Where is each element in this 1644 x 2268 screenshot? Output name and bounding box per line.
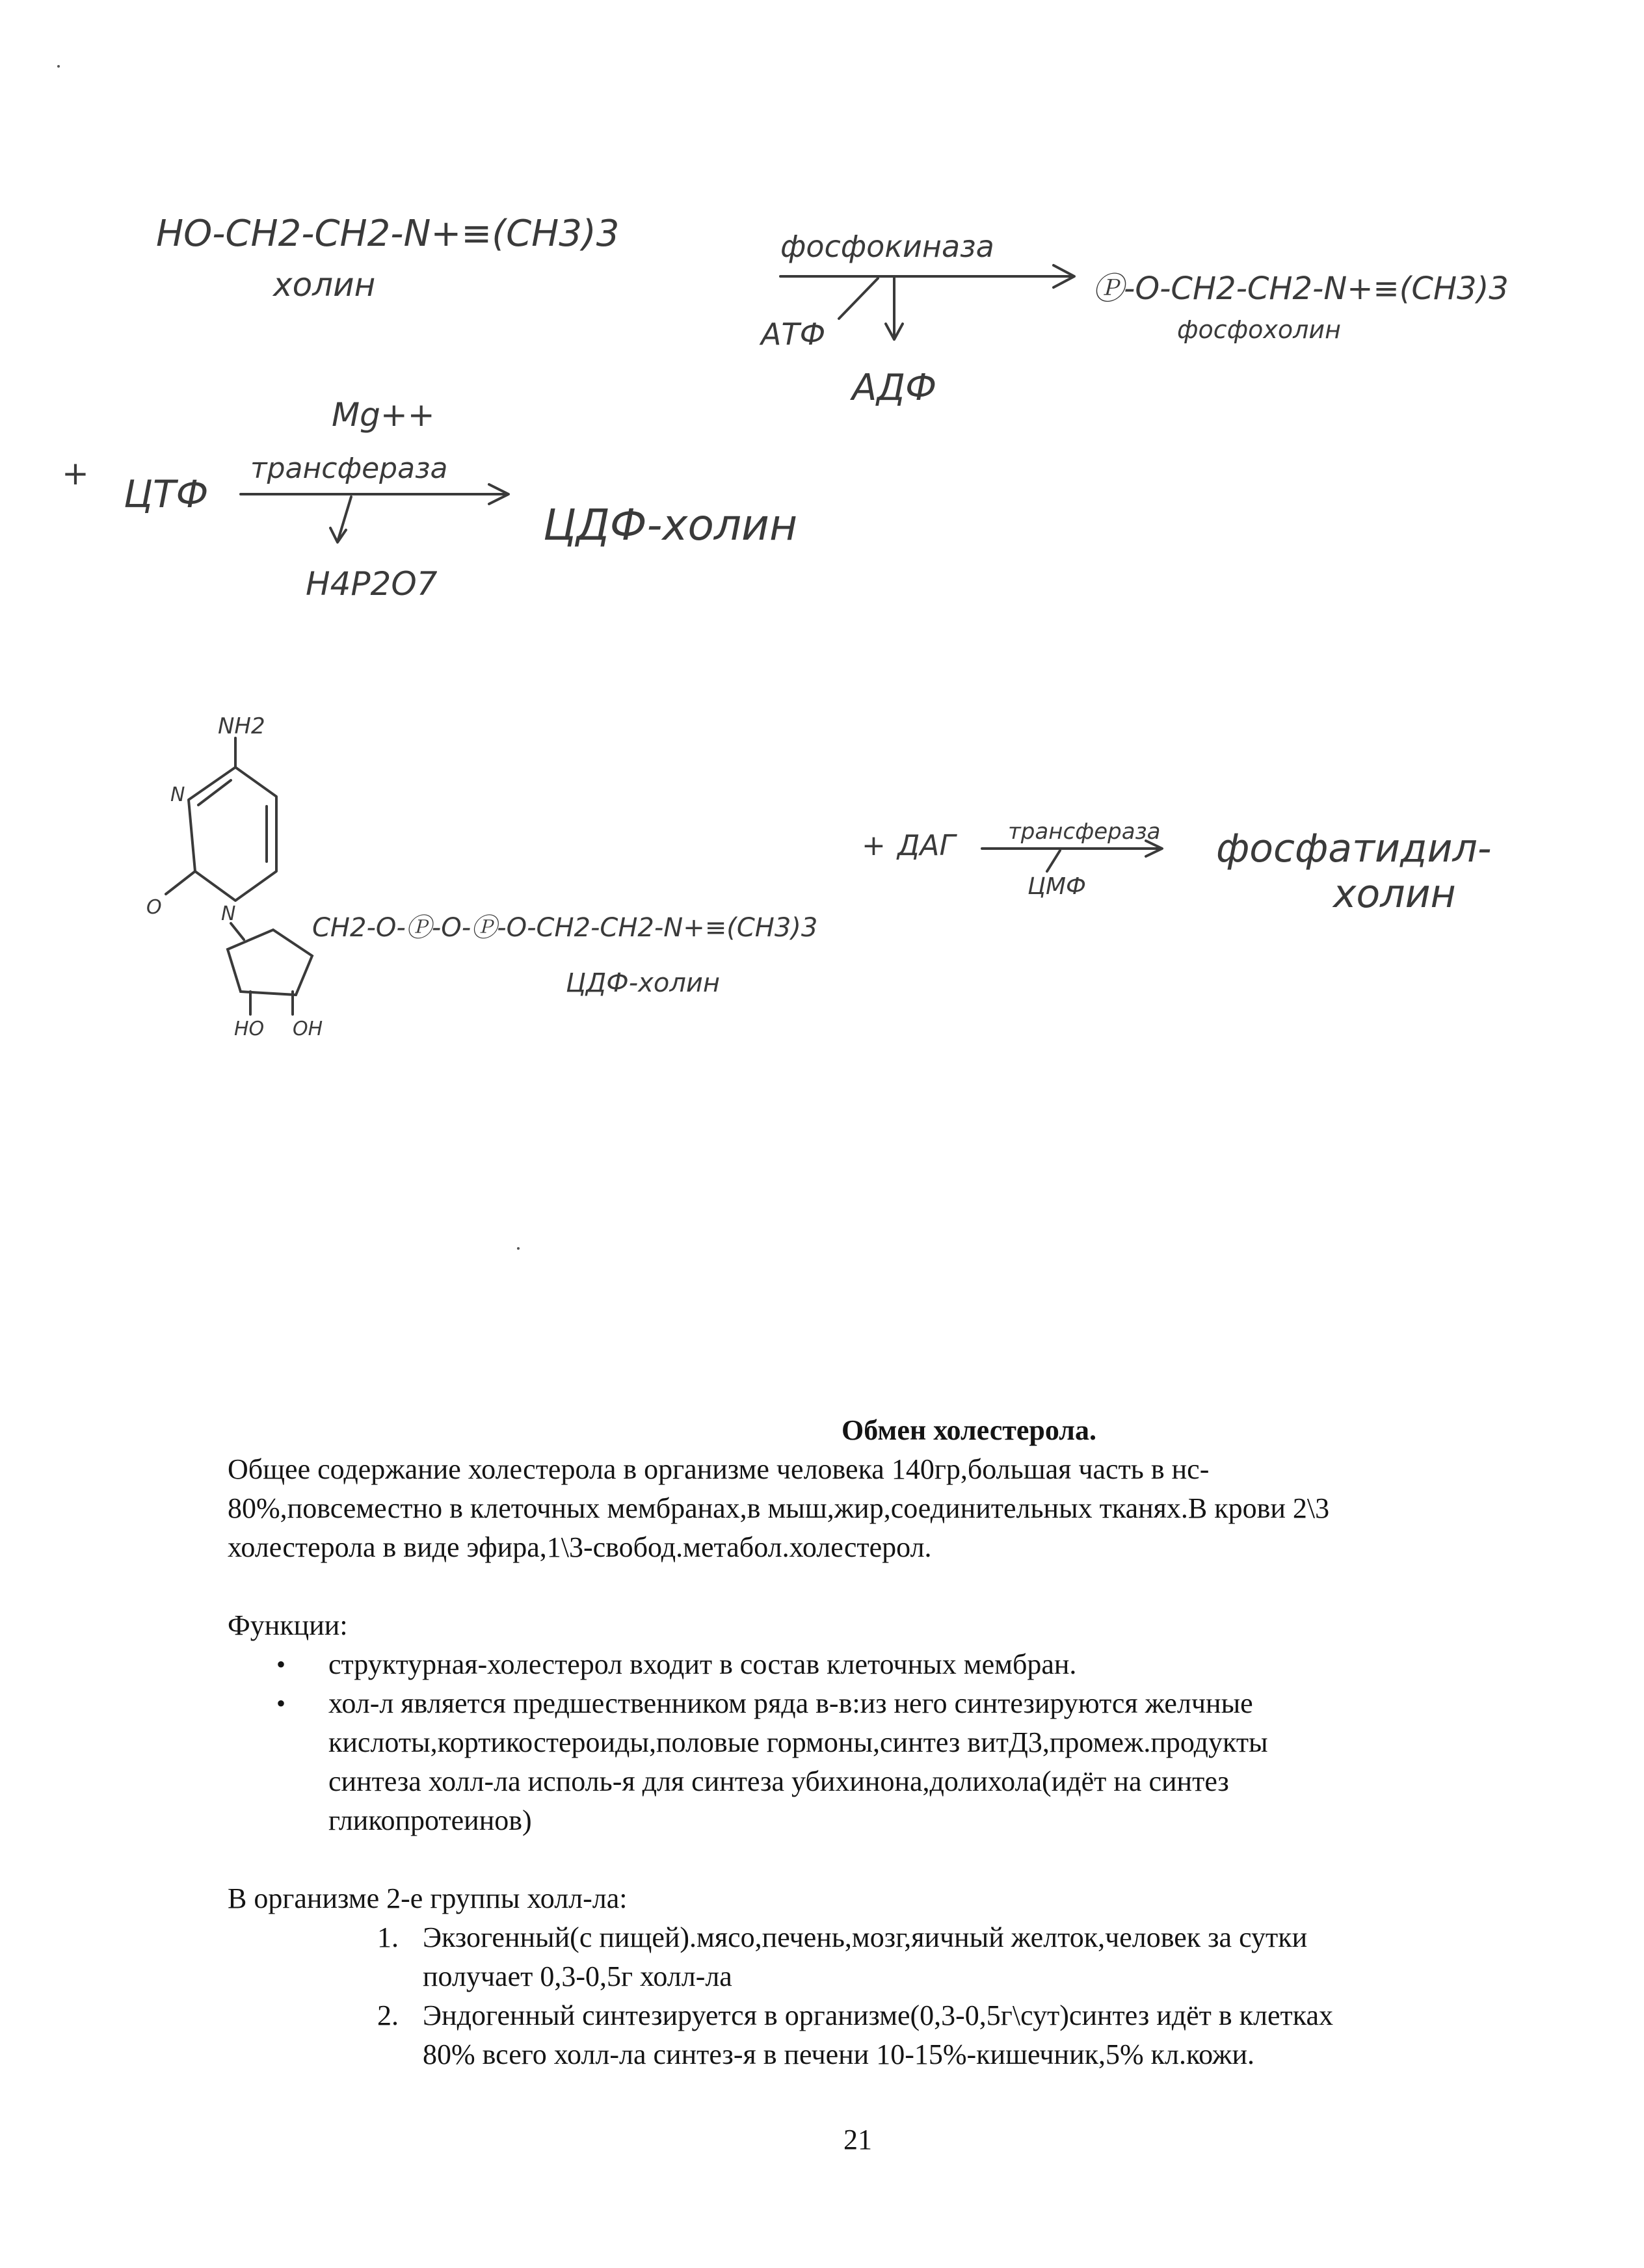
page-number: 21 [843,2124,872,2156]
ctp-label: ЦТФ [124,472,209,516]
list-item [377,1918,1489,1996]
transferase-label: трансфераза [250,452,448,485]
list-item-line: кислоты,кортикостероиды,половые гормоны,синтез витД3,промеж.продукты [328,1726,1268,1758]
atp-branch [839,278,878,319]
list-item [276,1645,1434,1684]
choline-formula: HO-CH2-CH2-N+≡(CH3)3 [156,213,620,255]
amino-group: NH2 [218,713,265,739]
phosphatidylcholine-line1: фосфатидил- [1216,826,1492,871]
list-number: 2. [377,1999,399,2031]
dag-label: ДАГ [897,829,955,862]
ring-nitrogen-1: N [221,903,236,925]
reaction3-plus: + [862,829,886,862]
list-item [377,1996,1489,2074]
list-item-line: гликопротеинов) [328,1804,532,1836]
ribose-ring [228,930,312,995]
list-item [276,1684,1434,1840]
ribose-oh: OH [293,1018,323,1040]
intro-line: холестерола в виде эфира,1\3-свобод.метабол.холестерол. [228,1531,932,1563]
ring-double-bond-2 [198,780,231,805]
scan-speck [517,1247,520,1250]
phosphocholine-label: фосфохолин [1177,315,1341,344]
intro-line: Общее содержание холестерола в организме человека 140гр,большая часть в нс- [228,1453,1210,1485]
document-body [228,1411,1515,2074]
glycosidic-bond [231,923,244,940]
atp-label: АТФ [761,317,826,352]
bullet-icon: • [276,1689,286,1718]
section-title: Обмен холестерола. [842,1414,1096,1446]
phosphatidylcholine-line2: холин [1333,871,1456,917]
ribose-ho: HO [234,1018,265,1040]
cmp-label: ЦМФ [1028,873,1086,900]
list-item-line: Экзогенный(с пищей).мясо,печень,мозг,яичный желток,человек за сутки [423,1921,1308,1953]
intro-paragraph [228,1450,1515,1567]
list-item-line: синтеза холл-ла исполь-я для синтеза убихинона,долихола(идёт на синтез [328,1765,1229,1797]
groups-heading: В организме 2-е группы холл-ла: [228,1882,628,1914]
list-item-line: получает 0,3-0,5г холл-ла [423,1960,732,1992]
functions-heading: Функции: [228,1609,348,1641]
list-item-line: 80% всего холл-ла синтез-я в печени 10-15%-кишечник,5% кл.кожи. [423,2038,1254,2070]
mg-ion-label: Mg++ [332,396,435,434]
intro-line: 80%,повсеместно в клеточных мембранах,в мыш,жир,соединительных тканях.В крови 2\3 [228,1492,1330,1524]
list-number: 1. [377,1921,399,1953]
groups-list [228,1918,1515,2074]
choline-label: холин [273,266,376,304]
list-item-line: структурная-холестерол входит в состав клеточных мембран. [328,1648,1077,1680]
cdp-choline-chain-label: ЦДФ-холин [566,968,721,998]
bullet-icon: • [276,1650,286,1679]
phosphokinase-label: фосфокиназа [780,229,994,264]
carbonyl-oxygen: O [146,896,162,919]
reaction2-plus: + [62,455,89,492]
ring-nitrogen-3: N [170,784,185,806]
functions-list [228,1645,1515,1840]
list-item-line: Эндогенный синтезируется в организме(0,3-0,5г\сут)синтез идёт в клетках [423,1999,1334,2031]
carbonyl-bond [166,871,195,894]
cmp-branch [1047,850,1060,871]
pyrophosphate-branch-head [330,528,346,542]
adp-label: АДФ [852,367,937,409]
cdp-choline-label: ЦДФ-холин [543,500,798,550]
list-item-line: хол-л является предшественником ряда в-в:из него синтезируются желчные [328,1687,1253,1719]
cdp-choline-chain: CH2-O-Ⓟ-O-Ⓟ-O-CH2-CH2-N+≡(CH3)3 [312,913,818,943]
phosphocholine-formula: Ⓟ-O-CH2-CH2-N+≡(CH3)3 [1093,270,1509,307]
pyrimidine-ring [189,767,276,901]
scan-speck [57,65,60,68]
pyrophosphate-label: H4P2O7 [306,565,438,603]
transferase-label-2: трансфераза [1008,819,1161,845]
